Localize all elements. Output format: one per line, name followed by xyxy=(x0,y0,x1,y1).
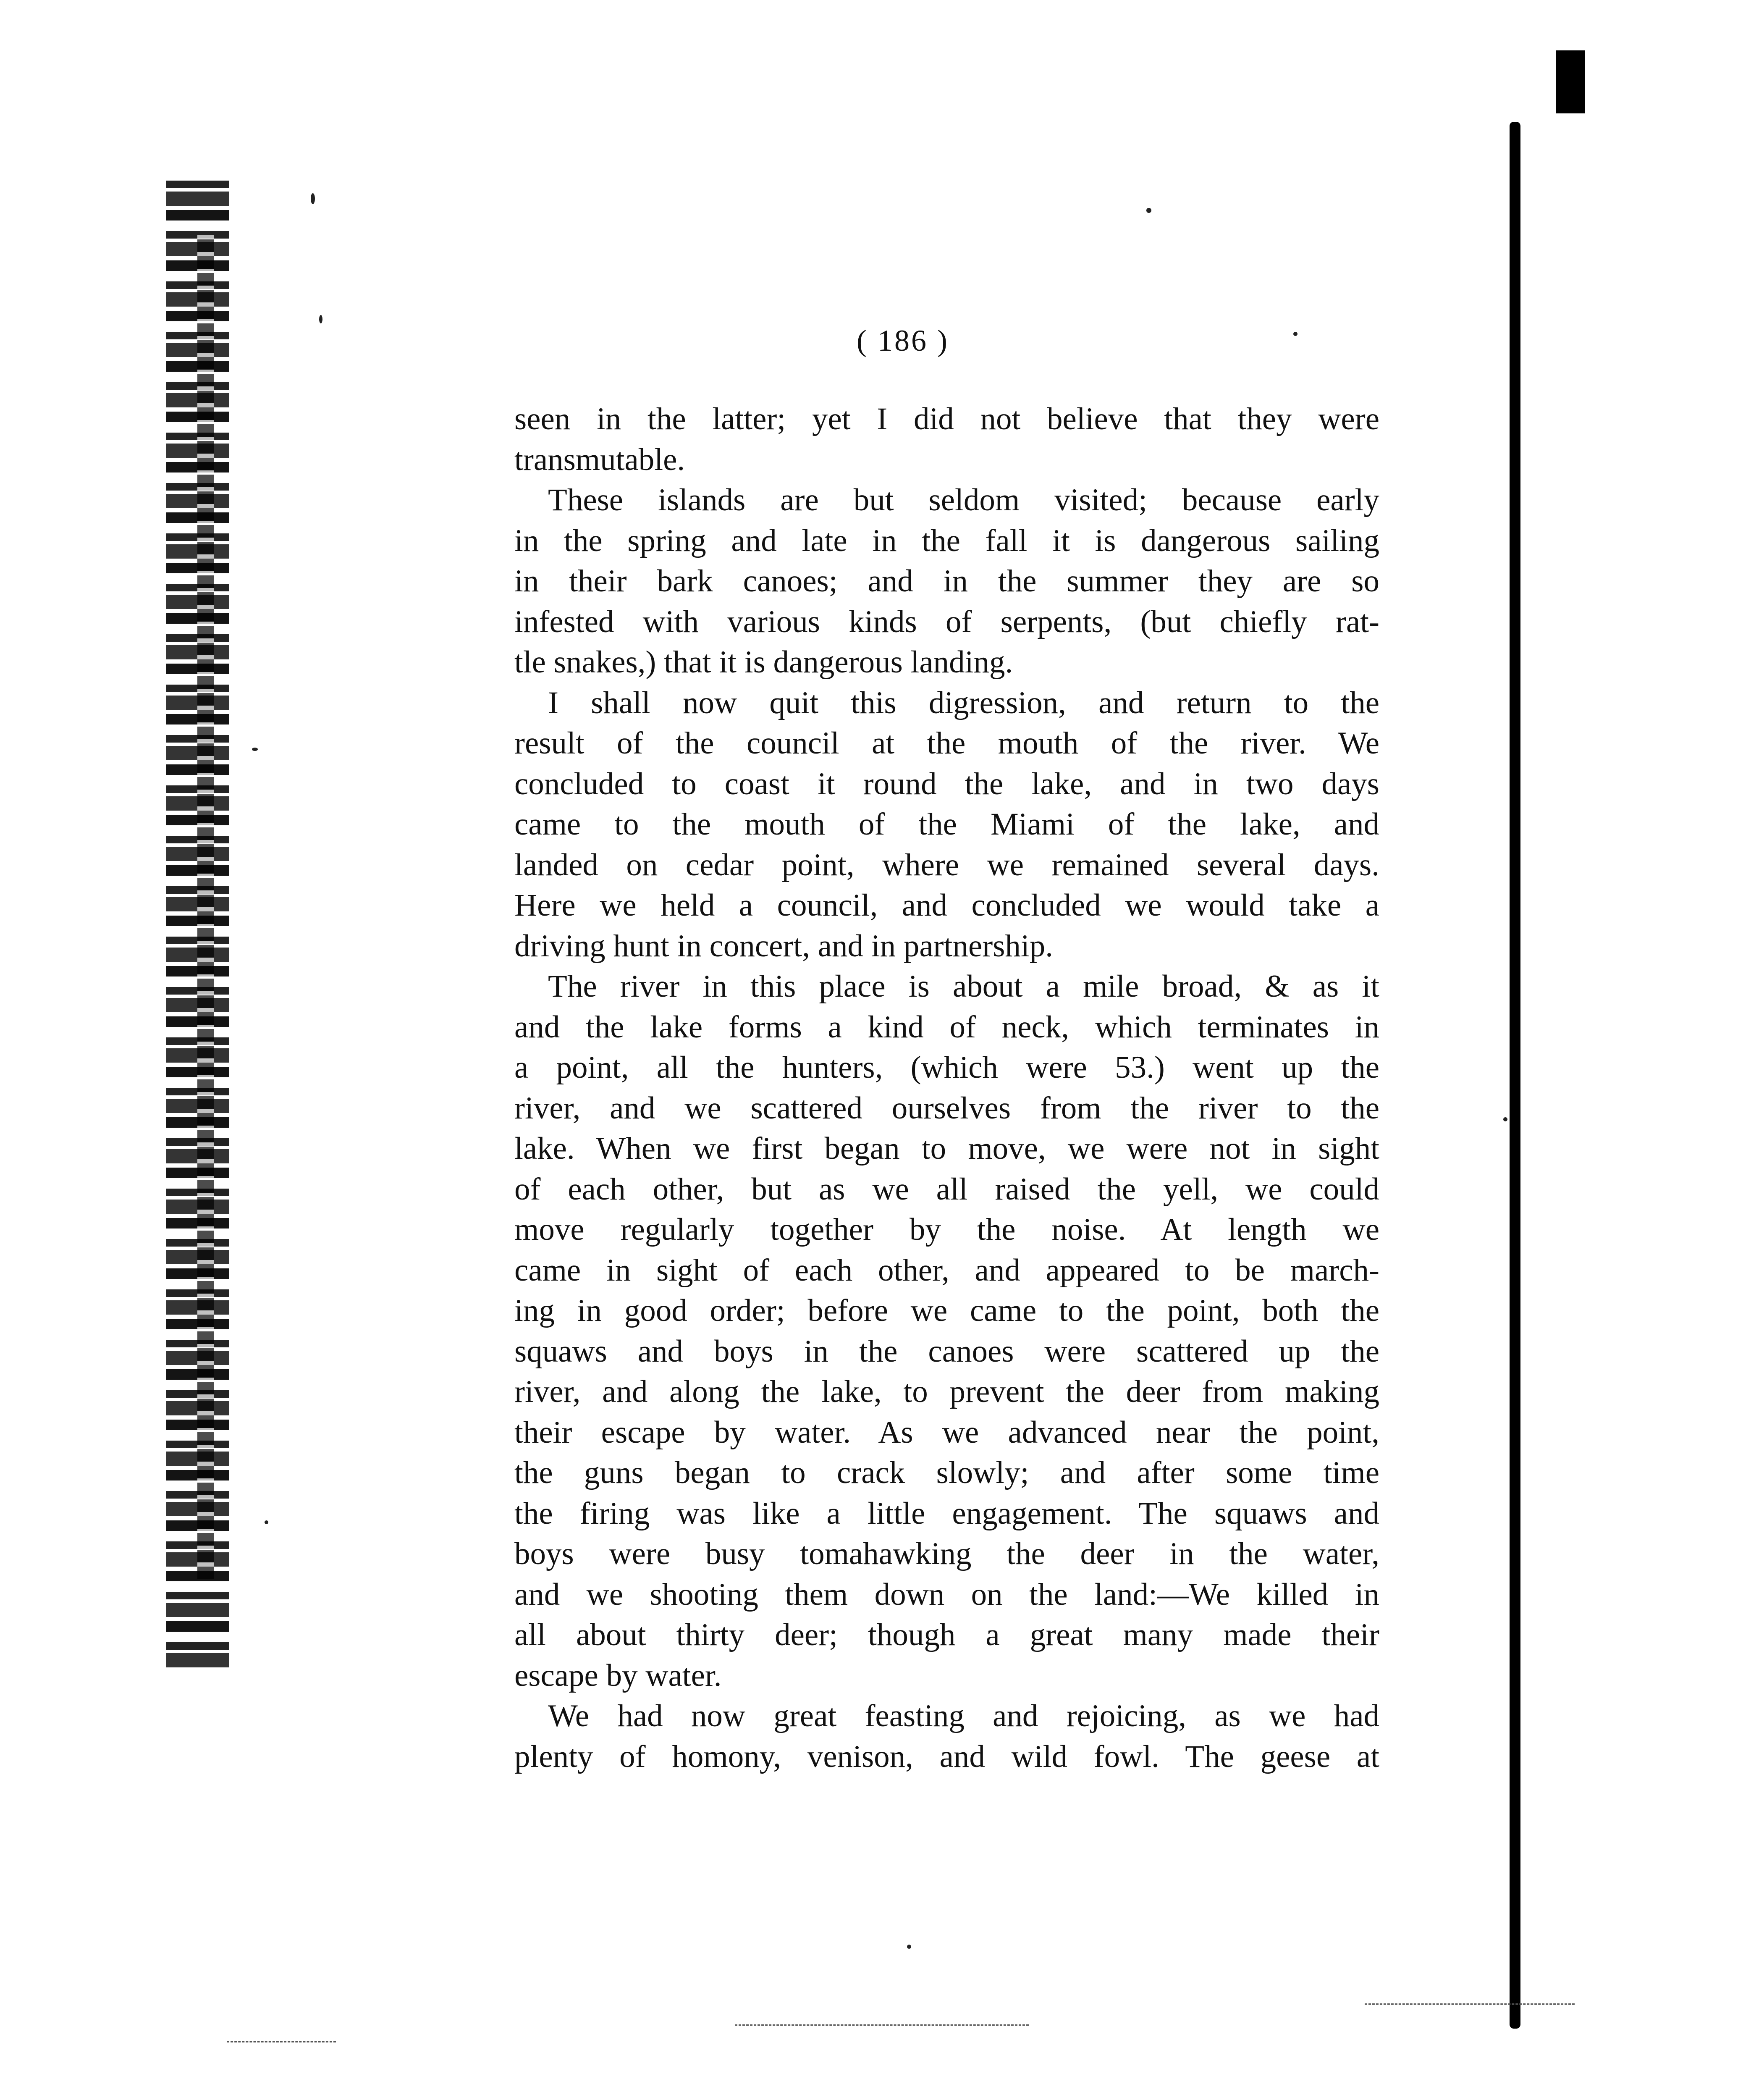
scan-speck xyxy=(907,1945,911,1949)
scan-speck xyxy=(1146,208,1151,213)
text-line: transmutable. xyxy=(514,442,685,477)
text-line: seen in the latter; yet I did not believe that they were xyxy=(514,402,1379,436)
text-line: result of the council at the mouth of the river. We xyxy=(514,726,1379,761)
text-line: of each other, but as we all raised the yell, we could xyxy=(514,1171,1379,1207)
text-line: We had now great feasting and rejoicing, as we had xyxy=(548,1698,1379,1733)
binding-shadow-inner xyxy=(197,235,214,1579)
text-line: Here we held a council, and concluded we would take a xyxy=(514,888,1379,923)
scan-speck xyxy=(1293,332,1298,336)
text-line: a point, all the hunters, (which were 53.) went up the xyxy=(514,1050,1379,1085)
text-line: lake. When we first began to move, we were not in sight xyxy=(514,1131,1379,1166)
text-line: driving hunt in concert, and in partnership. xyxy=(514,928,1054,963)
text-line: squaws and boys in the canoes were scattered up the xyxy=(514,1334,1379,1369)
text-line: and we shooting them down on the land:—We killed in xyxy=(514,1577,1379,1612)
text-line: tle snakes,) that it is dangerous landing. xyxy=(514,645,1013,680)
text-line: came to the mouth of the Miami of the lake, and xyxy=(514,807,1379,842)
scan-speck xyxy=(319,315,322,323)
body-text xyxy=(514,399,1379,1777)
text-line: These islands are but seldom visited; because early xyxy=(548,483,1379,517)
text-line: river, and we scattered ourselves from the river to the xyxy=(514,1090,1379,1126)
scan-speck xyxy=(311,193,315,204)
corner-mark xyxy=(1556,50,1585,113)
right-margin-rule xyxy=(1510,122,1520,2029)
text-line: all about thirty deer; though a great many made their xyxy=(514,1617,1379,1652)
text-line: their escape by water. As we advanced near the point, xyxy=(514,1415,1379,1450)
text-line: The river in this place is about a mile broad, & as it xyxy=(548,969,1379,1004)
text-line: and the lake forms a kind of neck, which terminates in xyxy=(514,1009,1379,1045)
text-line: landed on cedar point, where we remained several days. xyxy=(514,847,1379,882)
text-line: in their bark canoes; and in the summer they are so xyxy=(514,564,1379,598)
text-line: move regularly together by the noise. At length we xyxy=(514,1212,1379,1247)
text-line: concluded to coast it round the lake, and in two days xyxy=(514,766,1379,801)
text-line: the guns began to crack slowly; and after some time xyxy=(514,1455,1379,1490)
text-line: plenty of homony, venison, and wild fowl. The geese at xyxy=(514,1739,1379,1774)
text-line: infested with various kinds of serpents, (but chiefly rat- xyxy=(514,604,1379,639)
text-line: in the spring and late in the fall it is dangerous sailing xyxy=(514,523,1379,558)
scan-speck xyxy=(265,1520,268,1524)
text-line: came in sight of each other, and appeared to be march- xyxy=(514,1252,1379,1288)
text-line: I shall now quit this digression, and return to the xyxy=(548,685,1379,720)
text-line: the firing was like a little engagement. The squaws and xyxy=(514,1496,1379,1531)
text-line: ing in good order; before we came to the point, both the xyxy=(514,1293,1379,1328)
text-line: river, and along the lake, to prevent the deer from making xyxy=(514,1374,1379,1409)
bottom-margin-dash xyxy=(227,2041,336,2042)
scan-speck xyxy=(252,748,258,751)
text-line: escape by water. xyxy=(514,1658,722,1693)
scan-speck xyxy=(1503,1117,1507,1121)
text-line: boys were busy tomahawking the deer in the water, xyxy=(514,1536,1379,1571)
page-number: ( 186 ) xyxy=(857,324,949,357)
bottom-margin-dash xyxy=(1365,2003,1575,2005)
bottom-margin-dash xyxy=(735,2024,1029,2026)
